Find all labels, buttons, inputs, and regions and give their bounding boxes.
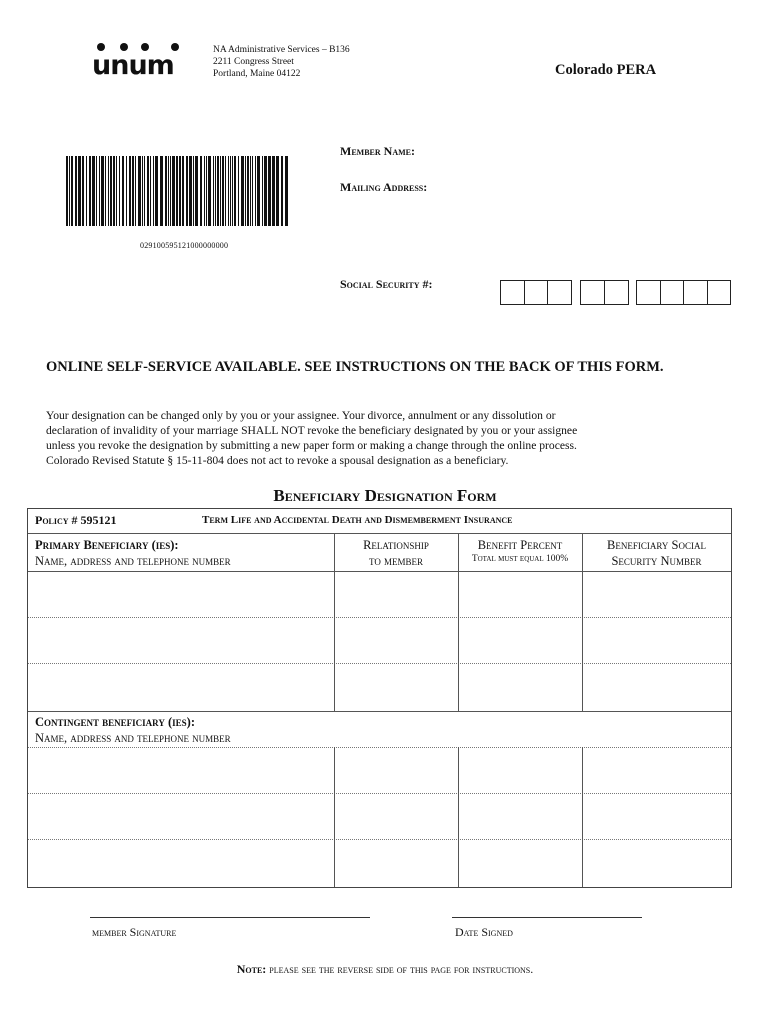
- ssn-group-2[interactable]: [580, 280, 629, 305]
- contingent-row-3-name[interactable]: [28, 839, 334, 887]
- member-signature-line[interactable]: [90, 917, 370, 918]
- coverage-title: Term Life and Accidental Death and Dismemberment Insurance: [202, 514, 513, 526]
- barcode: [66, 156, 291, 226]
- contingent-row-1-name[interactable]: [28, 747, 334, 793]
- footer-note: Note: please see the reverse side of this page for instructions.: [236, 962, 534, 976]
- benefit-percent-header: Benefit Percent Total must equal 100%: [471, 538, 569, 564]
- form-title: Beneficiary Designation Form: [273, 486, 497, 505]
- svg-text:unum: unum: [92, 50, 174, 78]
- beneficiary-ssn-header: Beneficiary Social Security Number: [607, 538, 706, 568]
- relationship-header: Relationship to member: [363, 538, 429, 568]
- primary-row-3-name[interactable]: [28, 663, 334, 711]
- contingent-beneficiary-header: Contingent beneficiary (ies): Name, address and telephone number: [35, 715, 231, 745]
- barcode-number: 029100595121000000000: [140, 241, 229, 250]
- unum-logo: [92, 40, 192, 78]
- member-signature-label: member Signature: [92, 925, 177, 939]
- organization-name: Colorado PERA: [555, 62, 657, 78]
- primary-row-2-name[interactable]: [28, 617, 334, 663]
- designation-notice: Your designation can be changed only by you or your assignee. Your divorce, annulment or any dissolution or declaration of invalidity of your marriage SHALL NOT revoke the beneficiary designated by you or your assignee unless you revoke the designation by submitting a new paper form or making a change through the online process. Colorado Revised Statute § 15-11-804 does not act to revoke a spousal designation as a beneficiary.: [46, 409, 578, 467]
- ssn-group-3[interactable]: [636, 280, 731, 305]
- member-name-label: Member Name:: [340, 144, 415, 158]
- contingent-row-2-name[interactable]: [28, 793, 334, 839]
- address-line-2: 2211 Congress Street: [213, 57, 294, 67]
- policy-number: Policy # 595121: [35, 513, 117, 527]
- primary-beneficiary-header: Primary Beneficiary (ies): Name, address and telephone number: [35, 538, 231, 568]
- mailing-address-label: Mailing Address:: [340, 180, 428, 194]
- ssn-label: Social Security #:: [340, 277, 433, 291]
- beneficiary-table: [27, 508, 732, 888]
- primary-row-1-name[interactable]: [28, 571, 334, 617]
- online-service-notice: ONLINE SELF-SERVICE AVAILABLE. SEE INSTRUCTIONS ON THE BACK OF THIS FORM.: [46, 359, 664, 375]
- date-signed-label: Date Signed: [455, 925, 513, 939]
- address-line-1: NA Administrative Services – B136: [213, 45, 350, 55]
- address-line-3: Portland, Maine 04122: [213, 69, 301, 79]
- date-signed-line[interactable]: [452, 917, 642, 918]
- ssn-group-1[interactable]: [500, 280, 572, 305]
